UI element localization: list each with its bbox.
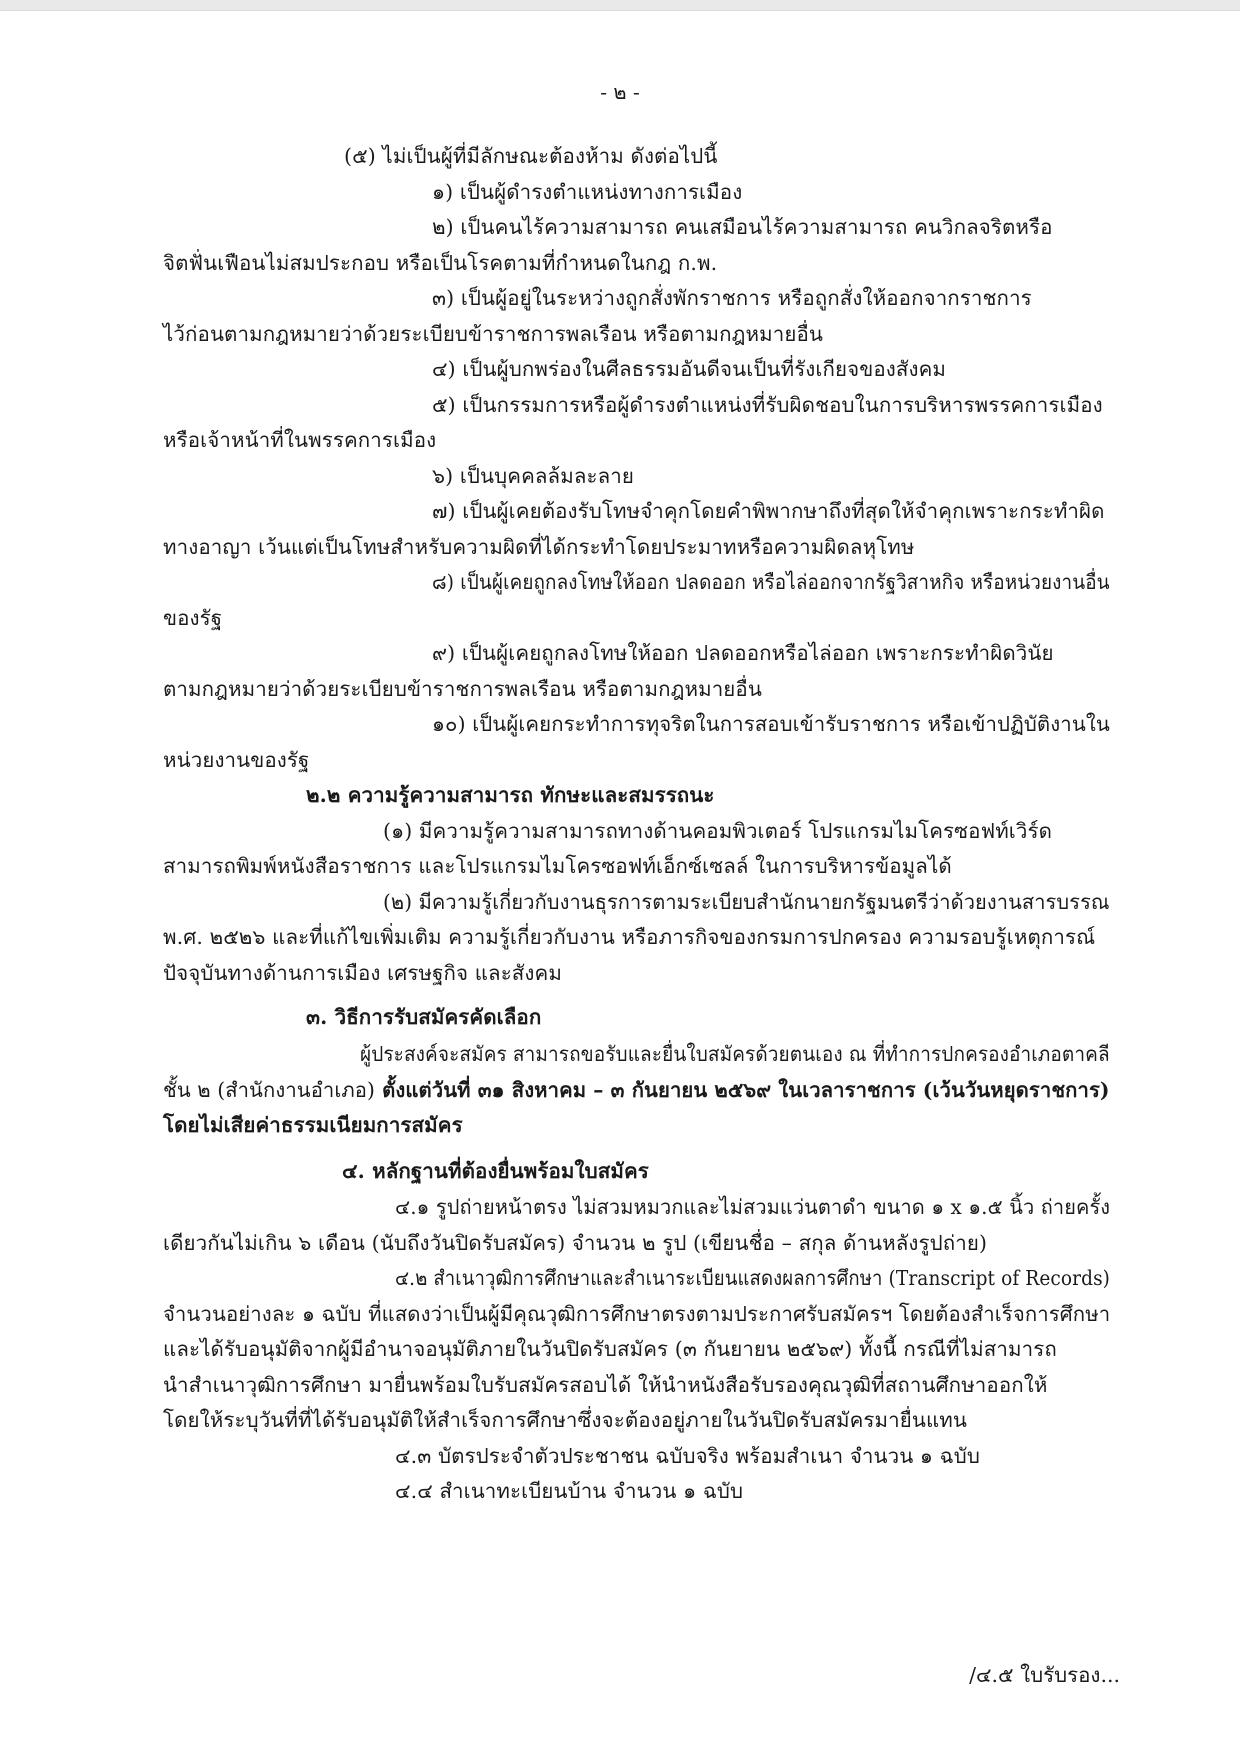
text-line: ๒) เป็นคนไร้ความสามารถ คนเสมือนไร้ความสามารถ คนวิกลจริตหรือ [432, 215, 1053, 239]
text-line: (๕) ไม่เป็นผู้ที่มีลักษณะต้องห้าม ดังต่อไปนี้ [344, 144, 718, 168]
text-line: นำสำเนาวุฒิการศึกษา มายื่นพร้อมใบรับสมัครสอบได้ ให้นำหนังสือรับรองคุณวุฒิที่สถานศึกษาออกให้ [163, 1373, 1048, 1397]
text-line: (๒) มีความรู้เกี่ยวกับงานธุรการตามระเบียบสำนักนายกรัฐมนตรีว่าด้วยงานสารบรรณ [383, 890, 1110, 914]
text-line: โดยไม่เสียค่าธรรมเนียมการสมัคร [163, 1113, 463, 1137]
application-period: ตั้งแต่วันที่ ๓๑ สิงหาคม – ๓ กันยายน ๒๕๖๙ ในเวลาราชการ (เว้นวันหยุดราชการ) [375, 1078, 1110, 1102]
text-line: ทางอาญา เว้นแต่เป็นโทษสำหรับความผิดที่ได้กระทำโดยประมาทหรือความผิดลหุโทษ [163, 535, 915, 559]
text-line: ๕) เป็นกรรมการหรือผู้ดำรงตำแหน่งที่รับผิดชอบในการบริหารพรรคการเมือง [432, 393, 1103, 417]
text-line: ๓) เป็นผู้อยู่ในระหว่างถูกสั่งพักราชการ หรือถูกสั่งให้ออกจากราชการ [432, 286, 1032, 310]
section-heading: ๒.๒ ความรู้ความสามารถ ทักษะและสมรรถนะ [306, 783, 715, 807]
text-line: ๘) เป็นผู้เคยถูกลงโทษให้ออก ปลดออก หรือไล่ออกจากรัฐวิสาหกิจ หรือหน่วยงานอื่น [432, 570, 1110, 594]
text-line [163, 1076, 1110, 1104]
text-line: ของรัฐ [163, 606, 223, 630]
text-line: ๗) เป็นผู้เคยต้องรับโทษจำคุกโดยคำพิพากษาถึงที่สุดให้จำคุกเพราะกระทำผิด [432, 499, 1105, 523]
text-line: และได้รับอนุมัติจากผู้มีอำนาจอนุมัติภายในวันปิดรับสมัคร (๓ กันยายน ๒๕๖๙) ทั้งนี้ กรณีที่ไม่สามารถ [163, 1337, 1057, 1361]
text-line: จิตฟั่นเฟือนไม่สมประกอบ หรือเป็นโรคตามที่กำหนดในกฎ ก.พ. [163, 251, 718, 275]
text-line: (๑) มีความรู้ความสามารถทางด้านคอมพิวเตอร์ โปรแกรมไมโครซอฟท์เวิร์ด [383, 819, 1053, 843]
text-line: ไว้ก่อนตามกฎหมายว่าด้วยระเบียบข้าราชการพลเรือน หรือตามกฎหมายอื่น [163, 322, 823, 346]
section-heading: ๓. วิธีการรับสมัครคัดเลือก [306, 1005, 542, 1029]
text-line: ปัจจุบันทางด้านการเมือง เศรษฐกิจ และสังคม [163, 961, 562, 985]
text-line: ๑๐) เป็นผู้เคยกระทำการทุจริตในการสอบเข้ารับราชการ หรือเข้าปฏิบัติงานใน [432, 712, 1110, 736]
section-heading: ๔. หลักฐานที่ต้องยื่นพร้อมใบสมัคร [342, 1159, 649, 1183]
text-line: ๔) เป็นผู้บกพร่องในศีลธรรมอันดีจนเป็นที่รังเกียจของสังคม [432, 357, 947, 381]
text-line: ๔.๔ สำเนาทะเบียนบ้าน จำนวน ๑ ฉบับ [395, 1479, 744, 1503]
text-line: ๙) เป็นผู้เคยถูกลงโทษให้ออก ปลดออกหรือไล่ออก เพราะกระทำผิดวินัย [432, 641, 1054, 665]
text-line: หน่วยงานของรัฐ [163, 748, 310, 772]
text-line: ๔.๑ รูปถ่ายหน้าตรง ไม่สวมหมวกและไม่สวมแว่นตาดำ ขนาด ๑ x ๑.๕ นิ้ว ถ่ายครั้ง [395, 1195, 1111, 1219]
top-bar [0, 0, 1240, 11]
continuation-note: /๔.๕ ใบรับรอง... [969, 1663, 1120, 1687]
text-line: ผู้ประสงค์จะสมัคร สามารถขอรับและยื่นใบสมัครด้วยตนเอง ณ ที่ทำการปกครองอำเภอตาคลี [360, 1042, 1110, 1066]
text-line: พ.ศ. ๒๕๒๖ และที่แก้ไขเพิ่มเติม ความรู้เกี่ยวกับงาน หรือภารกิจของกรมการปกครอง ความรอบรู้เหตุการณ์ [163, 925, 1096, 949]
text-line: ๑) เป็นผู้ดำรงตำแหน่งทางการเมือง [432, 180, 743, 204]
text-line: โดยให้ระบุวันที่ที่ได้รับอนุมัติให้สำเร็จการศึกษาซึ่งจะต้องอยู่ภายในวันปิดรับสมัครมายื่นแทน [163, 1408, 967, 1432]
text-line: ๔.๒ สำเนาวุฒิการศึกษาและสำเนาระเบียนแสดงผลการศึกษา (Transcript of Records) [395, 1266, 1111, 1290]
text-line: ตามกฎหมายว่าด้วยระเบียบข้าราชการพลเรือน หรือตามกฎหมายอื่น [163, 677, 762, 701]
text-line: สามารถพิมพ์หนังสือราชการ และโปรแกรมไมโครซอฟท์เอ็กซ์เซลล์ ในการบริหารข้อมูลได้ [163, 854, 952, 878]
text-line: จำนวนอย่างละ ๑ ฉบับ ที่แสดงว่าเป็นผู้มีคุณวุฒิการศึกษาตรงตามประกาศรับสมัครฯ โดยต้องสำเร็จการศึกษา [163, 1302, 1111, 1326]
page-number: - ๒ - [600, 80, 640, 104]
text-line-start: ชั้น ๒ (สำนักงานอำเภอ) [163, 1078, 376, 1102]
text-line: ๔.๓ บัตรประจำตัวประชาชน ฉบับจริง พร้อมสำเนา จำนวน ๑ ฉบับ [395, 1444, 980, 1468]
text-line: ๖) เป็นบุคคลล้มละลาย [432, 464, 634, 488]
text-line: หรือเจ้าหน้าที่ในพรรคการเมือง [163, 428, 437, 452]
text-line: เดียวกันไม่เกิน ๖ เดือน (นับถึงวันปิดรับสมัคร) จำนวน ๒ รูป (เขียนชื่อ – สกุล ด้านหลังรูปถ่าย) [163, 1231, 988, 1255]
